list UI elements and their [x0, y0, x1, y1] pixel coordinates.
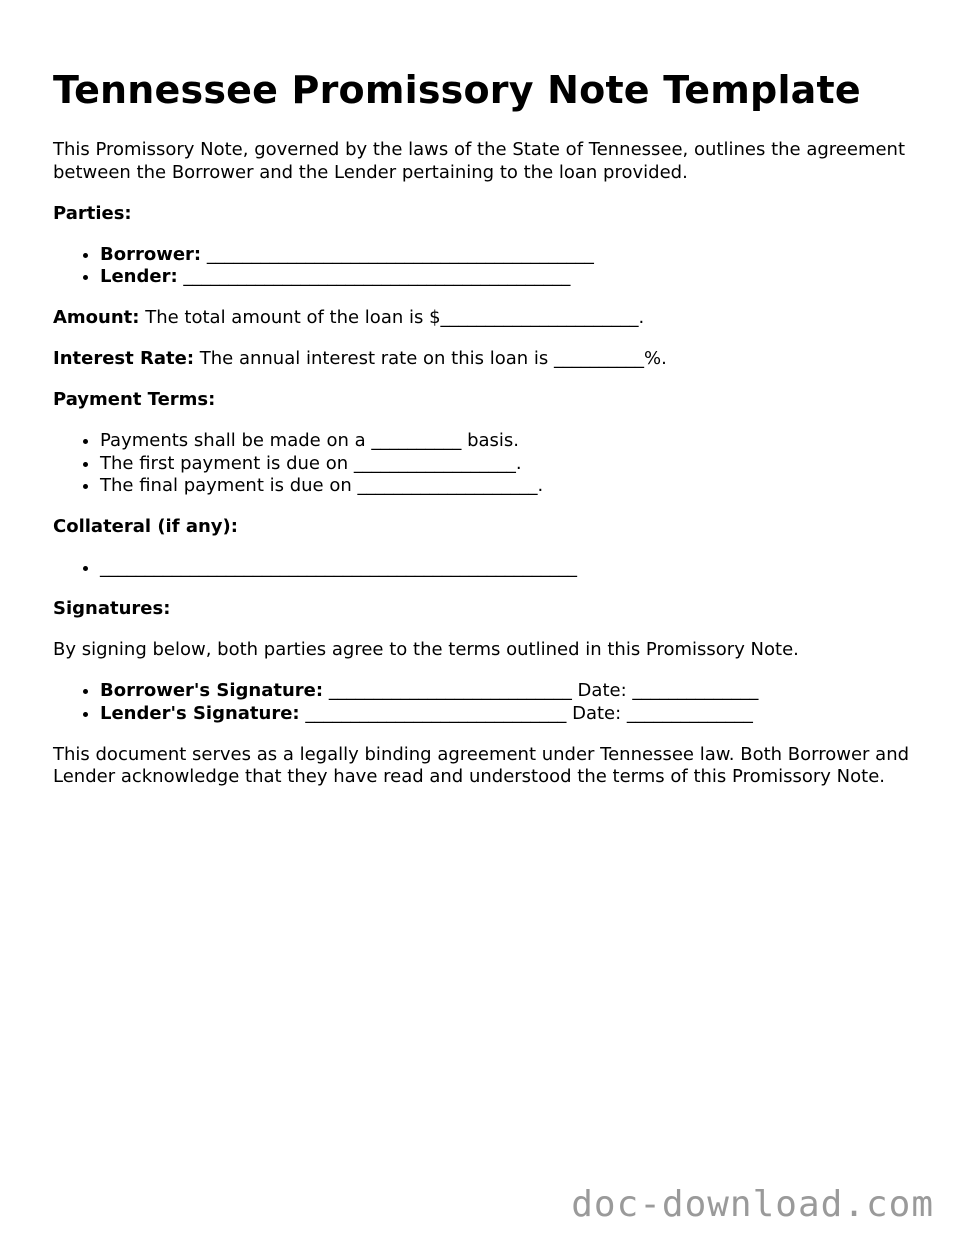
list-item [100, 244, 923, 267]
intro-paragraph: This Promissory Note, governed by the laws of the State of Tennessee, outlines the agreement between the Borrower and the Lender pertaining to the loan provided. [53, 139, 906, 183]
parties-list [53, 244, 923, 289]
list-item [100, 703, 923, 726]
collateral-blank: • _____________________________________________________ [100, 557, 923, 580]
page-title: Tennessee Promissory Note Template [53, 68, 861, 112]
borrower-signature-label: Borrower's Signature: [100, 680, 324, 701]
collateral-heading: Collateral (if any): [53, 516, 238, 537]
payment-terms-list [53, 430, 923, 498]
borrower-signature-line: ___________________________ Date: ______________ [328, 680, 759, 701]
signatures-text: By signing below, both parties agree to the terms outlined in this Promissory Note. [53, 639, 799, 660]
list-item: • Payments shall be made on a __________ basis. [100, 430, 923, 453]
interest-label: Interest Rate: [53, 348, 195, 369]
lender-label: Lender: [100, 266, 178, 287]
interest-text: The annual interest rate on this loan is __________%. [199, 348, 667, 369]
lender-signature-label: Lender's Signature: [100, 702, 300, 724]
document-body [53, 139, 923, 807]
closing-paragraph: This document serves as a legally binding agreement under Tennessee law. Both Borrower and Lender acknowledge that they have read and understood the terms of this Promissory Note. [53, 743, 910, 787]
signatures-list [53, 680, 923, 725]
payment-terms-heading: Payment Terms: [53, 389, 216, 410]
list-item [100, 266, 923, 289]
parties-heading: Parties: [53, 202, 132, 224]
list-item [100, 680, 923, 703]
lender-signature-line: _____________________________ Date: ______________ [305, 702, 753, 724]
lender-blank: ___________________________________________ [183, 266, 571, 287]
amount-text: The total amount of the loan is $______________________. [145, 307, 645, 328]
signatures-heading: Signatures: [53, 598, 171, 619]
interest-paragraph [53, 348, 923, 371]
borrower-blank: ___________________________________________ [206, 243, 594, 265]
amount-paragraph [53, 307, 923, 330]
list-item: • The final payment is due on ____________________. [100, 475, 923, 498]
amount-label: Amount: [53, 307, 140, 328]
collateral-list [53, 557, 923, 580]
list-item: • The first payment is due on __________________. [100, 453, 923, 476]
borrower-label: Borrower: [100, 243, 202, 265]
watermark: doc-download.com [571, 1184, 934, 1225]
